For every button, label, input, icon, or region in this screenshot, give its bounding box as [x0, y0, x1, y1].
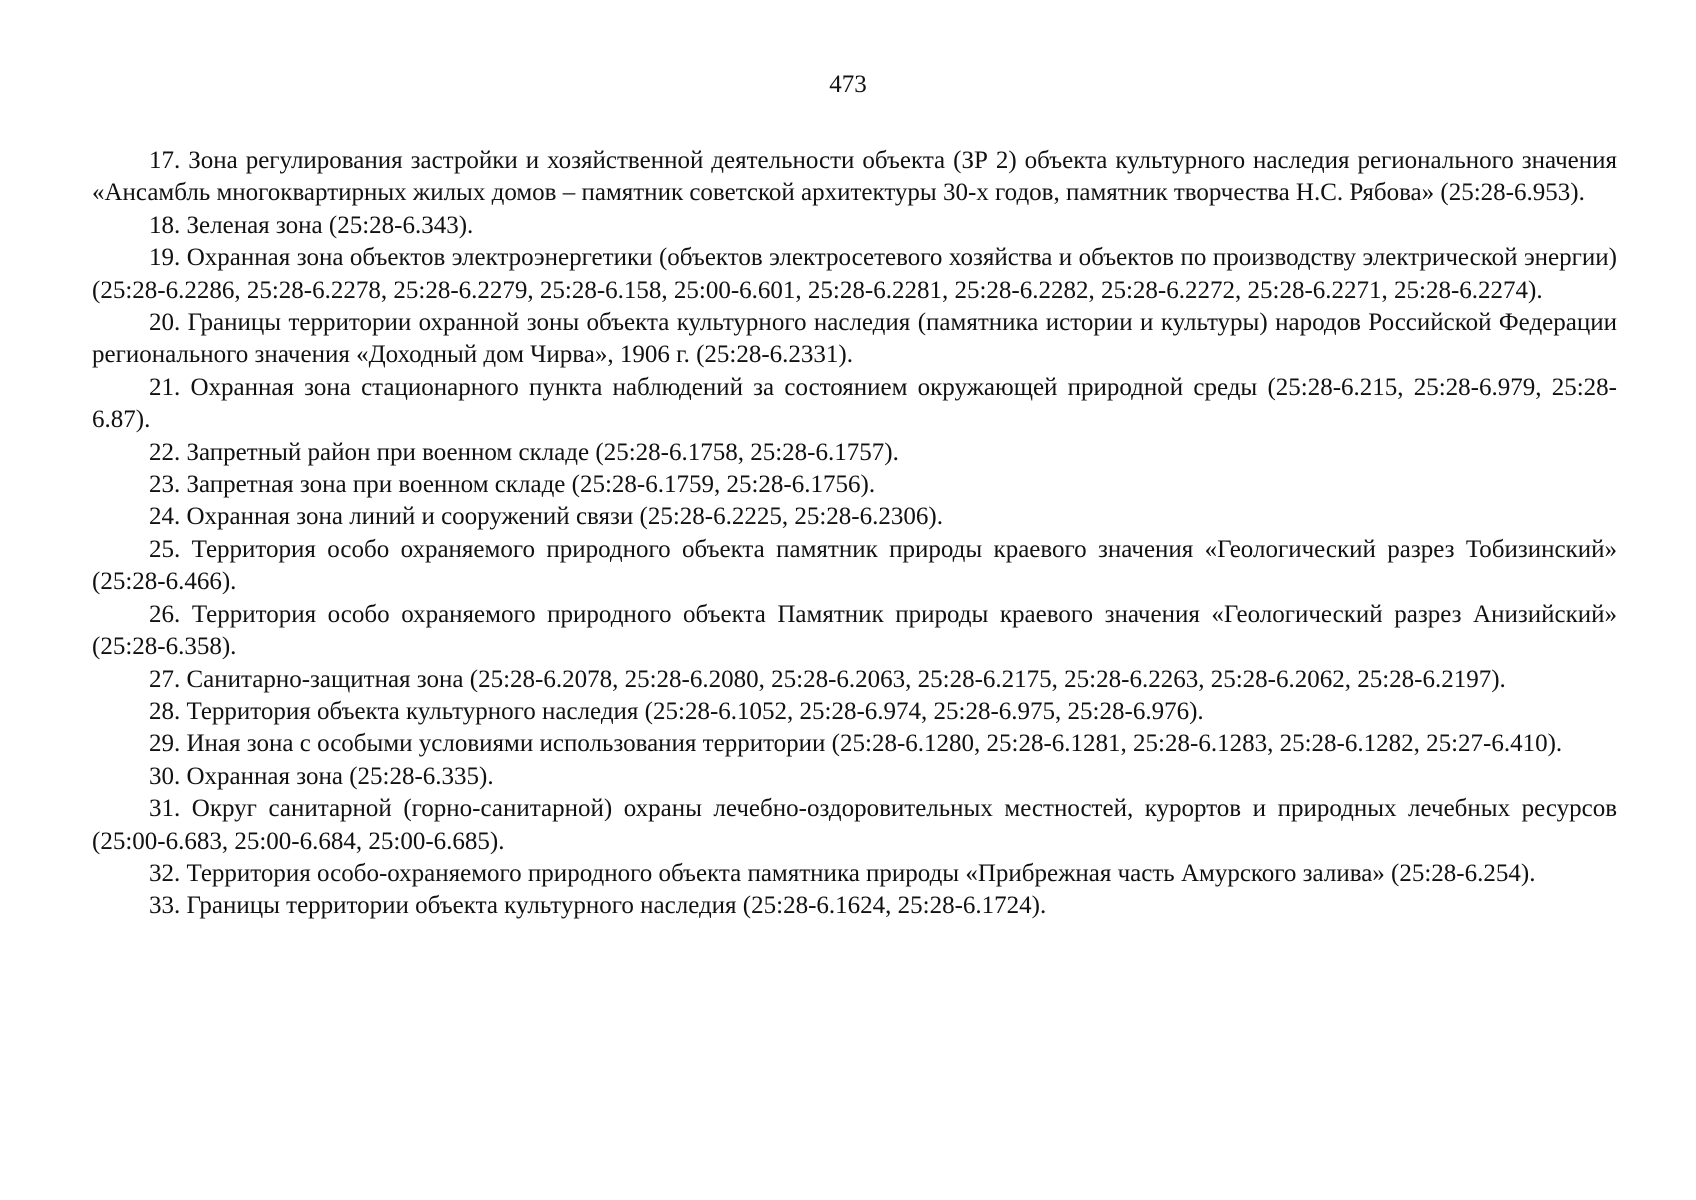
list-item-23: 23. Запретная зона при военном складе (25:28-6.1759, 25:28-6.1756). — [149, 471, 876, 499]
document-body — [92, 145, 1617, 923]
page-number: 473 — [829, 71, 867, 98]
list-item-27: 27. Санитарно-защитная зона (25:28-6.2078, 25:28-6.2080, 25:28-6.2063, 25:28-6.2175, 25:28-6.2263, 25:28-6.2062, 25:28-6.2197). — [149, 665, 1506, 693]
list-item-19: 19. Охранная зона объектов электроэнергетики (объектов электросетевого хозяйства и объектов по производству электрической энергии) (25:28-6.2286, 25:28-6.2278, 25:28-6.2279, 25:28-6.158, 25:00-6.601, 25:28-6.2281, 25:28-6.2282, 25:28-6.2272, 25:28-6.2271, 25:28-6.2274). — [92, 244, 1617, 304]
list-item-31: 31. Округ санитарной (горно-санитарной) охраны лечебно-оздоровительных местностей, курортов и природных лечебных ресурсов (25:00-6.683, 25:00-6.684, 25:00-6.685). — [92, 795, 1617, 855]
list-item-24: 24. Охранная зона линий и сооружений связи (25:28-6.2225, 25:28-6.2306). — [149, 503, 943, 531]
list-item-28: 28. Территория объекта культурного наследия (25:28-6.1052, 25:28-6.974, 25:28-6.975, 25:28-6.976). — [149, 697, 1204, 725]
list-item-17: 17. Зона регулирования застройки и хозяйственной деятельности объекта (ЗР 2) объекта культурного наследия регионального значения «Ансамбль многоквартирных жилых домов – памятник советской архитектуры 30-х годов, памятник творчества Н.С. Рябова» (25:28-6.953). — [92, 147, 1617, 207]
list-item-29: 29. Иная зона с особыми условиями использования территории (25:28-6.1280, 25:28-6.1281, 25:28-6.1283, 25:28-6.1282, 25:27-6.410). — [149, 730, 1563, 758]
list-item-22: 22. Запретный район при военном складе (25:28-6.1758, 25:28-6.1757). — [149, 438, 899, 466]
list-item-30: 30. Охранная зона (25:28-6.335). — [149, 762, 494, 790]
list-item-21: 21. Охранная зона стационарного пункта наблюдений за состоянием окружающей природной среды (25:28-6.215, 25:28-6.979, 25:28-6.87). — [92, 373, 1617, 434]
list-item-33: 33. Границы территории объекта культурного наследия (25:28-6.1624, 25:28-6.1724). — [149, 892, 1047, 920]
list-item-20: 20. Границы территории охранной зоны объекта культурного наследия (памятника истории и культуры) народов Российской Федерации регионального значения «Доходный дом Чирва», 1906 г. (25:28-6.2331). — [92, 309, 1617, 369]
list-item-18: 18. Зеленая зона (25:28-6.343). — [149, 211, 474, 239]
list-item-25: 25. Территория особо охраняемого природного объекта памятник природы краевого значения «Геологический разрез Тобизинский» (25:28-6.466). — [92, 535, 1617, 596]
list-item-32: 32. Территория особо-охраняемого природного объекта памятника природы «Прибрежная часть Амурского залива» (25:28-6.254). — [149, 859, 1536, 887]
list-item-26: 26. Территория особо охраняемого природного объекта Памятник природы краевого значения «Геологический разрез Анизийский» (25:28-6.358). — [92, 600, 1617, 661]
